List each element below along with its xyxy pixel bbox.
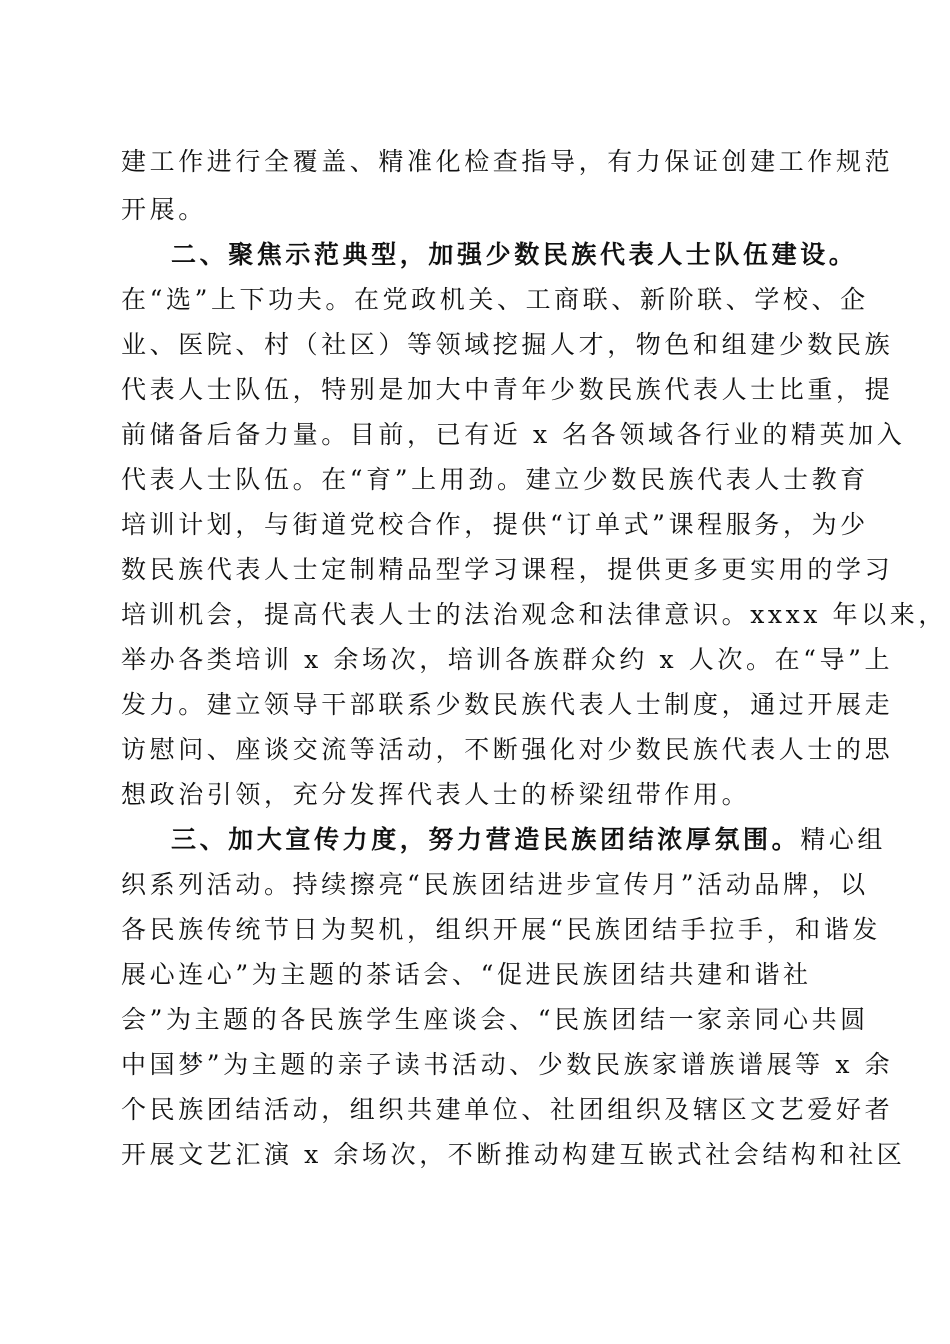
text-line: 想政治引领，充分发挥代表人士的桥梁纽带作用。 xyxy=(121,780,751,809)
text-line: 中国梦”为主题的亲子读书活动、少数民族家谱族谱展等 x 余 xyxy=(121,1050,894,1079)
text-line: 访慰问、座谈交流等活动，不断强化对少数民族代表人士的思 xyxy=(121,735,894,764)
text-line: 发力。建立领导干部联系少数民族代表人士制度，通过开展走 xyxy=(121,690,894,719)
text-line: 培训机会，提高代表人士的法治观念和法律意识。xxxx 年以来， xyxy=(121,600,947,629)
section-heading: 二、聚焦示范典型，加强少数民族代表人士队伍建设。 xyxy=(171,240,858,269)
text-line: 会”为主题的各民族学生座谈会、“民族团结一家亲同心共圆 xyxy=(121,1005,869,1034)
text-line: 代表人士队伍，特别是加大中青年少数民族代表人士比重，提 xyxy=(121,375,894,404)
text-line: 举办各类培训 x 余场次，培训各族群众约 x 人次。在“导”上 xyxy=(121,645,894,674)
text-line: 代表人士队伍。在“育”上用劲。建立少数民族代表人士教育 xyxy=(121,465,869,494)
text-line: 织系列活动。持续擦亮“民族团结进步宣传月”活动品牌，以 xyxy=(121,870,869,899)
text-line: 业、医院、村（社区）等领域挖掘人才，物色和组建少数民族 xyxy=(121,330,894,359)
text-line: 建工作进行全覆盖、精准化检查指导，有力保证创建工作规范 xyxy=(121,147,894,176)
text-line: 展心连心”为主题的茶话会、“促进民族团结共建和谐社 xyxy=(121,960,812,989)
text-line: 数民族代表人士定制精品型学习课程，提供更多更实用的学习 xyxy=(121,555,894,584)
text-line: 前储备后备力量。目前，已有近 x 名各领域各行业的精英加入 xyxy=(121,420,906,449)
text-line: 在“选”上下功夫。在党政机关、工商联、新阶联、学校、企 xyxy=(121,285,869,314)
text-line: 培训计划，与街道党校合作，提供“订单式”课程服务，为少 xyxy=(121,510,869,539)
text-line: 开展文艺汇演 x 余场次，不断推动构建互嵌式社会结构和社区 xyxy=(121,1140,906,1169)
section-heading: 三、加大宣传力度，努力营造民族团结浓厚氛围。精心组 xyxy=(171,825,887,854)
text-line: 各民族传统节日为契机，组织开展“民族团结手拉手，和谐发 xyxy=(121,915,881,944)
text-line: 个民族团结活动，组织共建单位、社团组织及辖区文艺爱好者 xyxy=(121,1095,894,1124)
text-line: 开展。 xyxy=(121,195,207,224)
